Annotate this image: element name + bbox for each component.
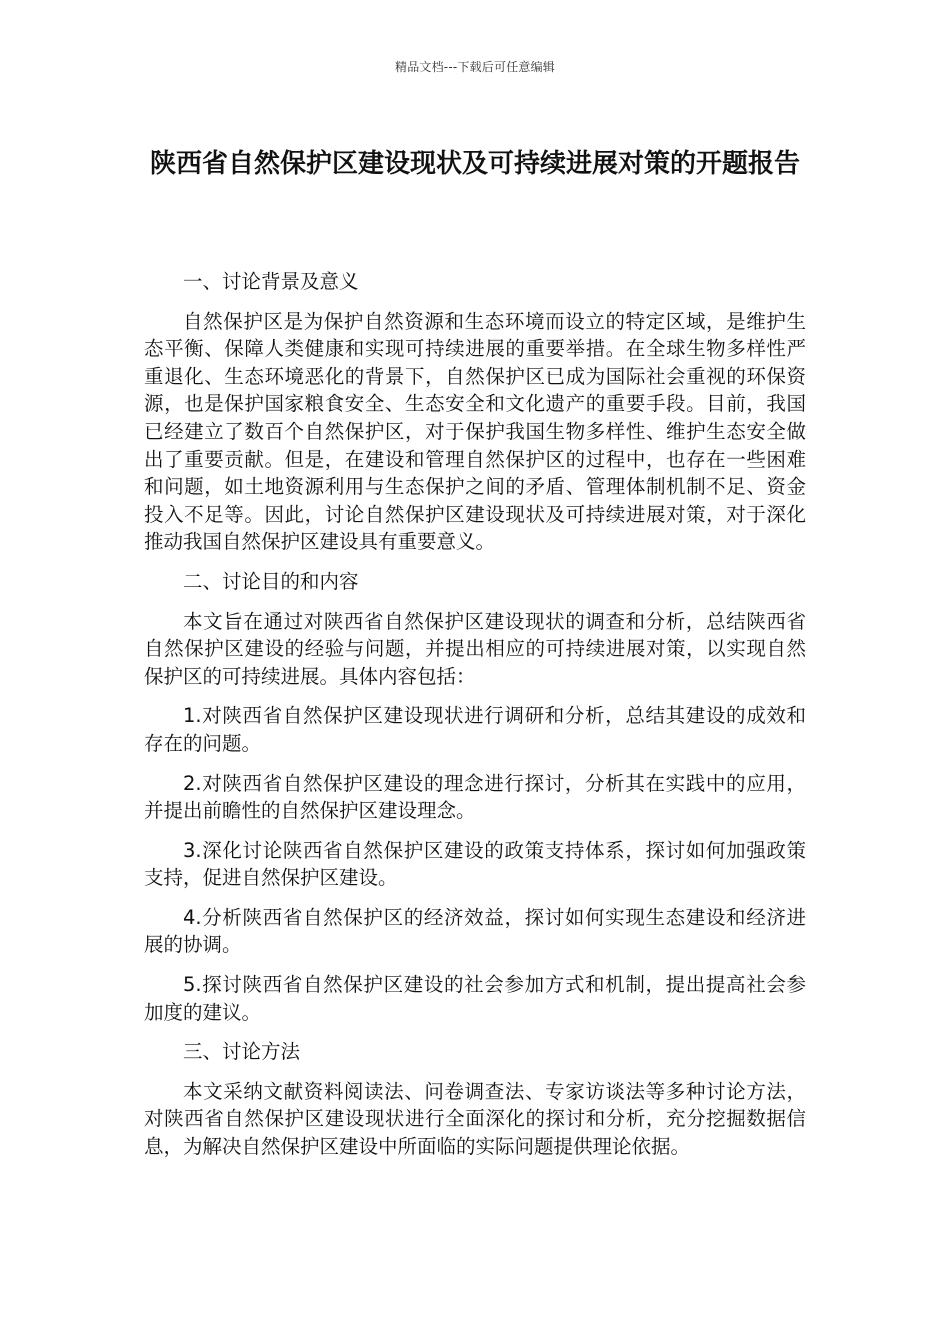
section-heading-background: 一、讨论背景及意义	[183, 270, 359, 293]
paragraph-background: 自然保护区是为保护自然资源和生态环境而设立的特定区域，是维护生态平衡、保障人类健康和实现可持续进展的重要举措。在全球生物多样性严重退化、生态环境恶化的背景下，自然保护区已成为国际社会重视的环保资源，也是保护国家粮食安全、生态安全和文化遗产的重要手段。目前，我国已经建立了数百个自然保护区，对于保护我国生物多样性、维护生态安全做出了重要贡献。但是，在建设和管理自然保护区的过程中，也存在一些困难和问题，如土地资源利用与生态保护之间的矛盾、管理体制机制不足、资金投入不足等。因此，讨论自然保护区建设现状及可持续进展对策，对于深化推动我国自然保护区建设具有重要意义。	[144, 309, 806, 554]
list-item-objective-5: 5.探讨陕西省自然保护区建设的社会参加方式和机制，提出提高社会参加度的建议。	[144, 973, 806, 1024]
list-item-objective-2: 2.对陕西省自然保护区建设的理念进行探讨，分析其在实践中的应用，并提出前瞻性的自然保护区建设理念。	[144, 771, 806, 823]
list-item-objective-3: 3.深化讨论陕西省自然保护区建设的政策支持体系，探讨如何加强政策支持，促进自然保护区建设。	[144, 838, 806, 890]
paragraph-objectives-intro: 本文旨在通过对陕西省自然保护区建设现状的调查和分析，总结陕西省自然保护区建设的经验与问题，并提出相应的可持续进展对策，以实现自然保护区的可持续进展。具体内容包括：	[144, 609, 806, 688]
section-heading-methods: 三、讨论方法	[183, 1040, 301, 1064]
list-item-objective-4: 4.分析陕西省自然保护区的经济效益，探讨如何实现生态建设和经济进展的协调。	[144, 905, 806, 957]
paragraph-methods: 本文采纳文献资料阅读法、问卷调查法、专家访谈法等多种讨论方法，对陕西省自然保护区建设现状进行全面深化的探讨和分析，充分挖掘数据信息，为解决自然保护区建设中所面临的实际问题提供理论依据。	[144, 1079, 806, 1159]
header-note: 精品文档---下载后可任意编辑	[395, 60, 555, 74]
list-item-objective-1: 1.对陕西省自然保护区建设现状进行调研和分析，总结其建设的成效和存在的问题。	[144, 704, 806, 755]
document-body	[144, 268, 806, 1173]
section-heading-objectives: 二、讨论目的和内容	[183, 569, 359, 593]
document-title: 陕西省自然保护区建设现状及可持续进展对策的开题报告	[149, 149, 800, 179]
